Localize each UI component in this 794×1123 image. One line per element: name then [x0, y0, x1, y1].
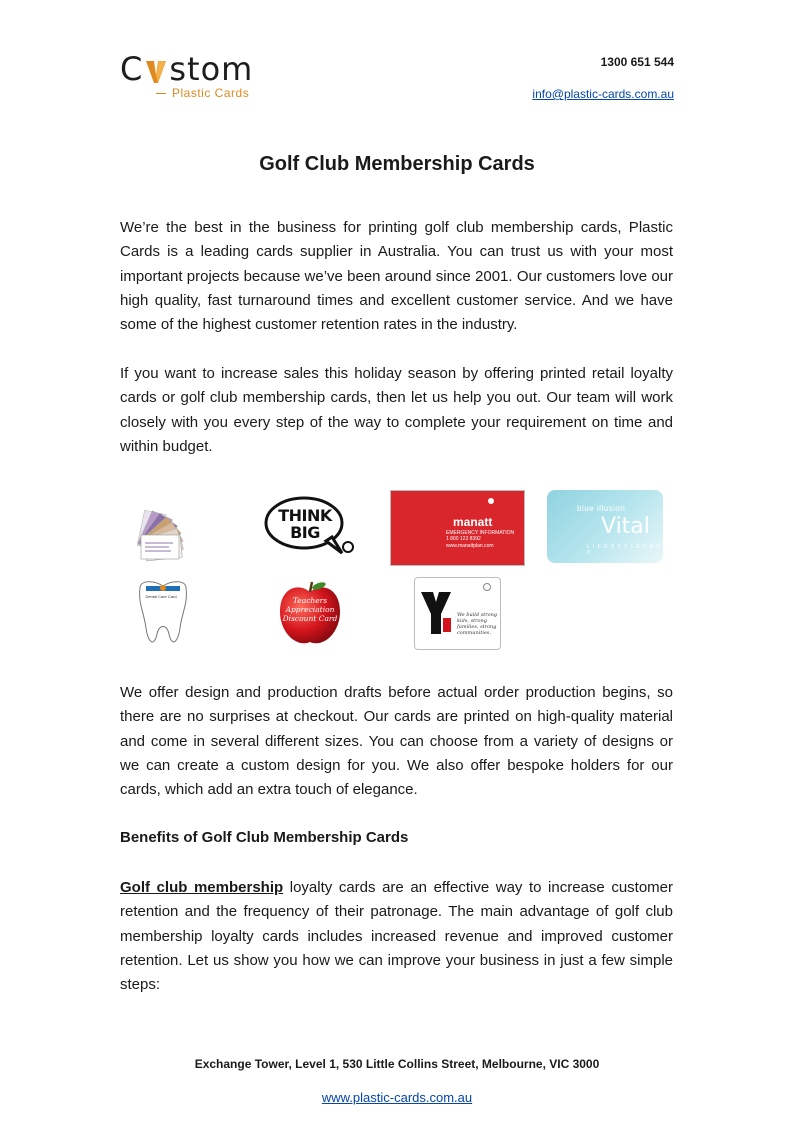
logo-subtitle — [156, 86, 249, 100]
manatt-line-3: www.manattplan.com — [446, 543, 494, 549]
page-title: Golf Club Membership Cards — [259, 153, 535, 175]
card-image-apple — [276, 578, 344, 648]
benefits-paragraph — [120, 876, 673, 997]
manatt-line-2: 1 800 123 8392 — [446, 536, 481, 542]
header-phone: 1300 651 544 — [600, 55, 674, 69]
card-punch-hole — [483, 583, 491, 591]
logo-wordmark — [120, 52, 253, 86]
benefits-heading: Benefits of Golf Club Membership Cards — [120, 829, 409, 846]
logo-card-mark-icon — [144, 57, 168, 85]
tooth-shape-icon — [132, 578, 194, 650]
vital-word: Vital — [601, 514, 650, 539]
company-logo[interactable] — [120, 52, 280, 104]
think-line-2: BIG — [290, 523, 320, 542]
card-image-fan-deck — [133, 489, 218, 565]
logo-dash — [156, 93, 166, 94]
logo-subtitle-text: Plastic Cards — [172, 86, 250, 100]
y-logo-icon — [421, 592, 451, 634]
card-image-manatt — [390, 490, 525, 566]
footer-website-link[interactable]: www.plastic-cards.com.au — [321, 1090, 473, 1105]
card-image-tooth — [132, 578, 194, 650]
vital-brand: blue illusion — [577, 504, 626, 513]
card-image-vital — [547, 490, 663, 563]
design-paragraph: We offer design and production drafts before actual order production begins, so there are no surprises at checkout. Our cards are printed on high-quality material and come in several different sizes. You can choose from a variety of designs or we can create a custom design for you. We also offer bespoke holders for our cards, which add an extra touch of elegance. — [120, 684, 673, 799]
header-email-link[interactable]: info@plastic-cards.com.au — [532, 87, 674, 101]
think-big-text — [272, 507, 338, 541]
card-punch-hole — [488, 498, 494, 504]
benefits-paragraph-text: loyalty cards are an effective way to increase customer retention and the frequency of their patronage. The main advantage of golf club membership loyalty cards includes increased revenue and improved customer retention. Let us show you how we can improve your business in just a few simple steps: — [120, 879, 674, 994]
fan-deck-icon — [133, 489, 218, 565]
manatt-line-1: EMERGENCY INFORMATION — [446, 530, 515, 536]
card-image-ymca — [414, 577, 501, 650]
manatt-brand: manatt — [453, 515, 493, 529]
golf-club-membership-link[interactable]: Golf club membership — [120, 879, 284, 896]
card-image-think-big — [264, 493, 356, 559]
footer-address: Exchange Tower, Level 1, 530 Little Collins Street, Melbourne, VIC 3000 — [194, 1057, 600, 1071]
vital-subtitle: L I F E S T Y L E C A R D — [587, 544, 661, 556]
logo-letter-c: C — [120, 50, 144, 88]
ymca-tagline: We build strong kids, strong families, strong communities. — [457, 612, 498, 636]
logo-letters-stom: stom — [169, 50, 254, 88]
intro-paragraph: We’re the best in the business for printing golf club membership cards, Plastic Cards is a leading cards supplier in Australia. You can trust us with your most important projects because we’ve been around since 2001. Our customers love our high quality, fast turnaround times and excellent customer service. And we have some of the highest customer retention rates in the industry. — [120, 219, 673, 334]
apple-card-text: Teachers Appreciation Discount Card — [282, 596, 338, 623]
think-line-1: THINK — [278, 506, 332, 525]
tooth-card-text: Dental Care Card — [145, 594, 177, 599]
sales-paragraph: If you want to increase sales this holiday season by offering printed retail loyalty cards or golf club membership cards, then let us help you out. Our team will work closely with you every step of the way to complete your requirement on time and within budget. — [120, 365, 673, 455]
